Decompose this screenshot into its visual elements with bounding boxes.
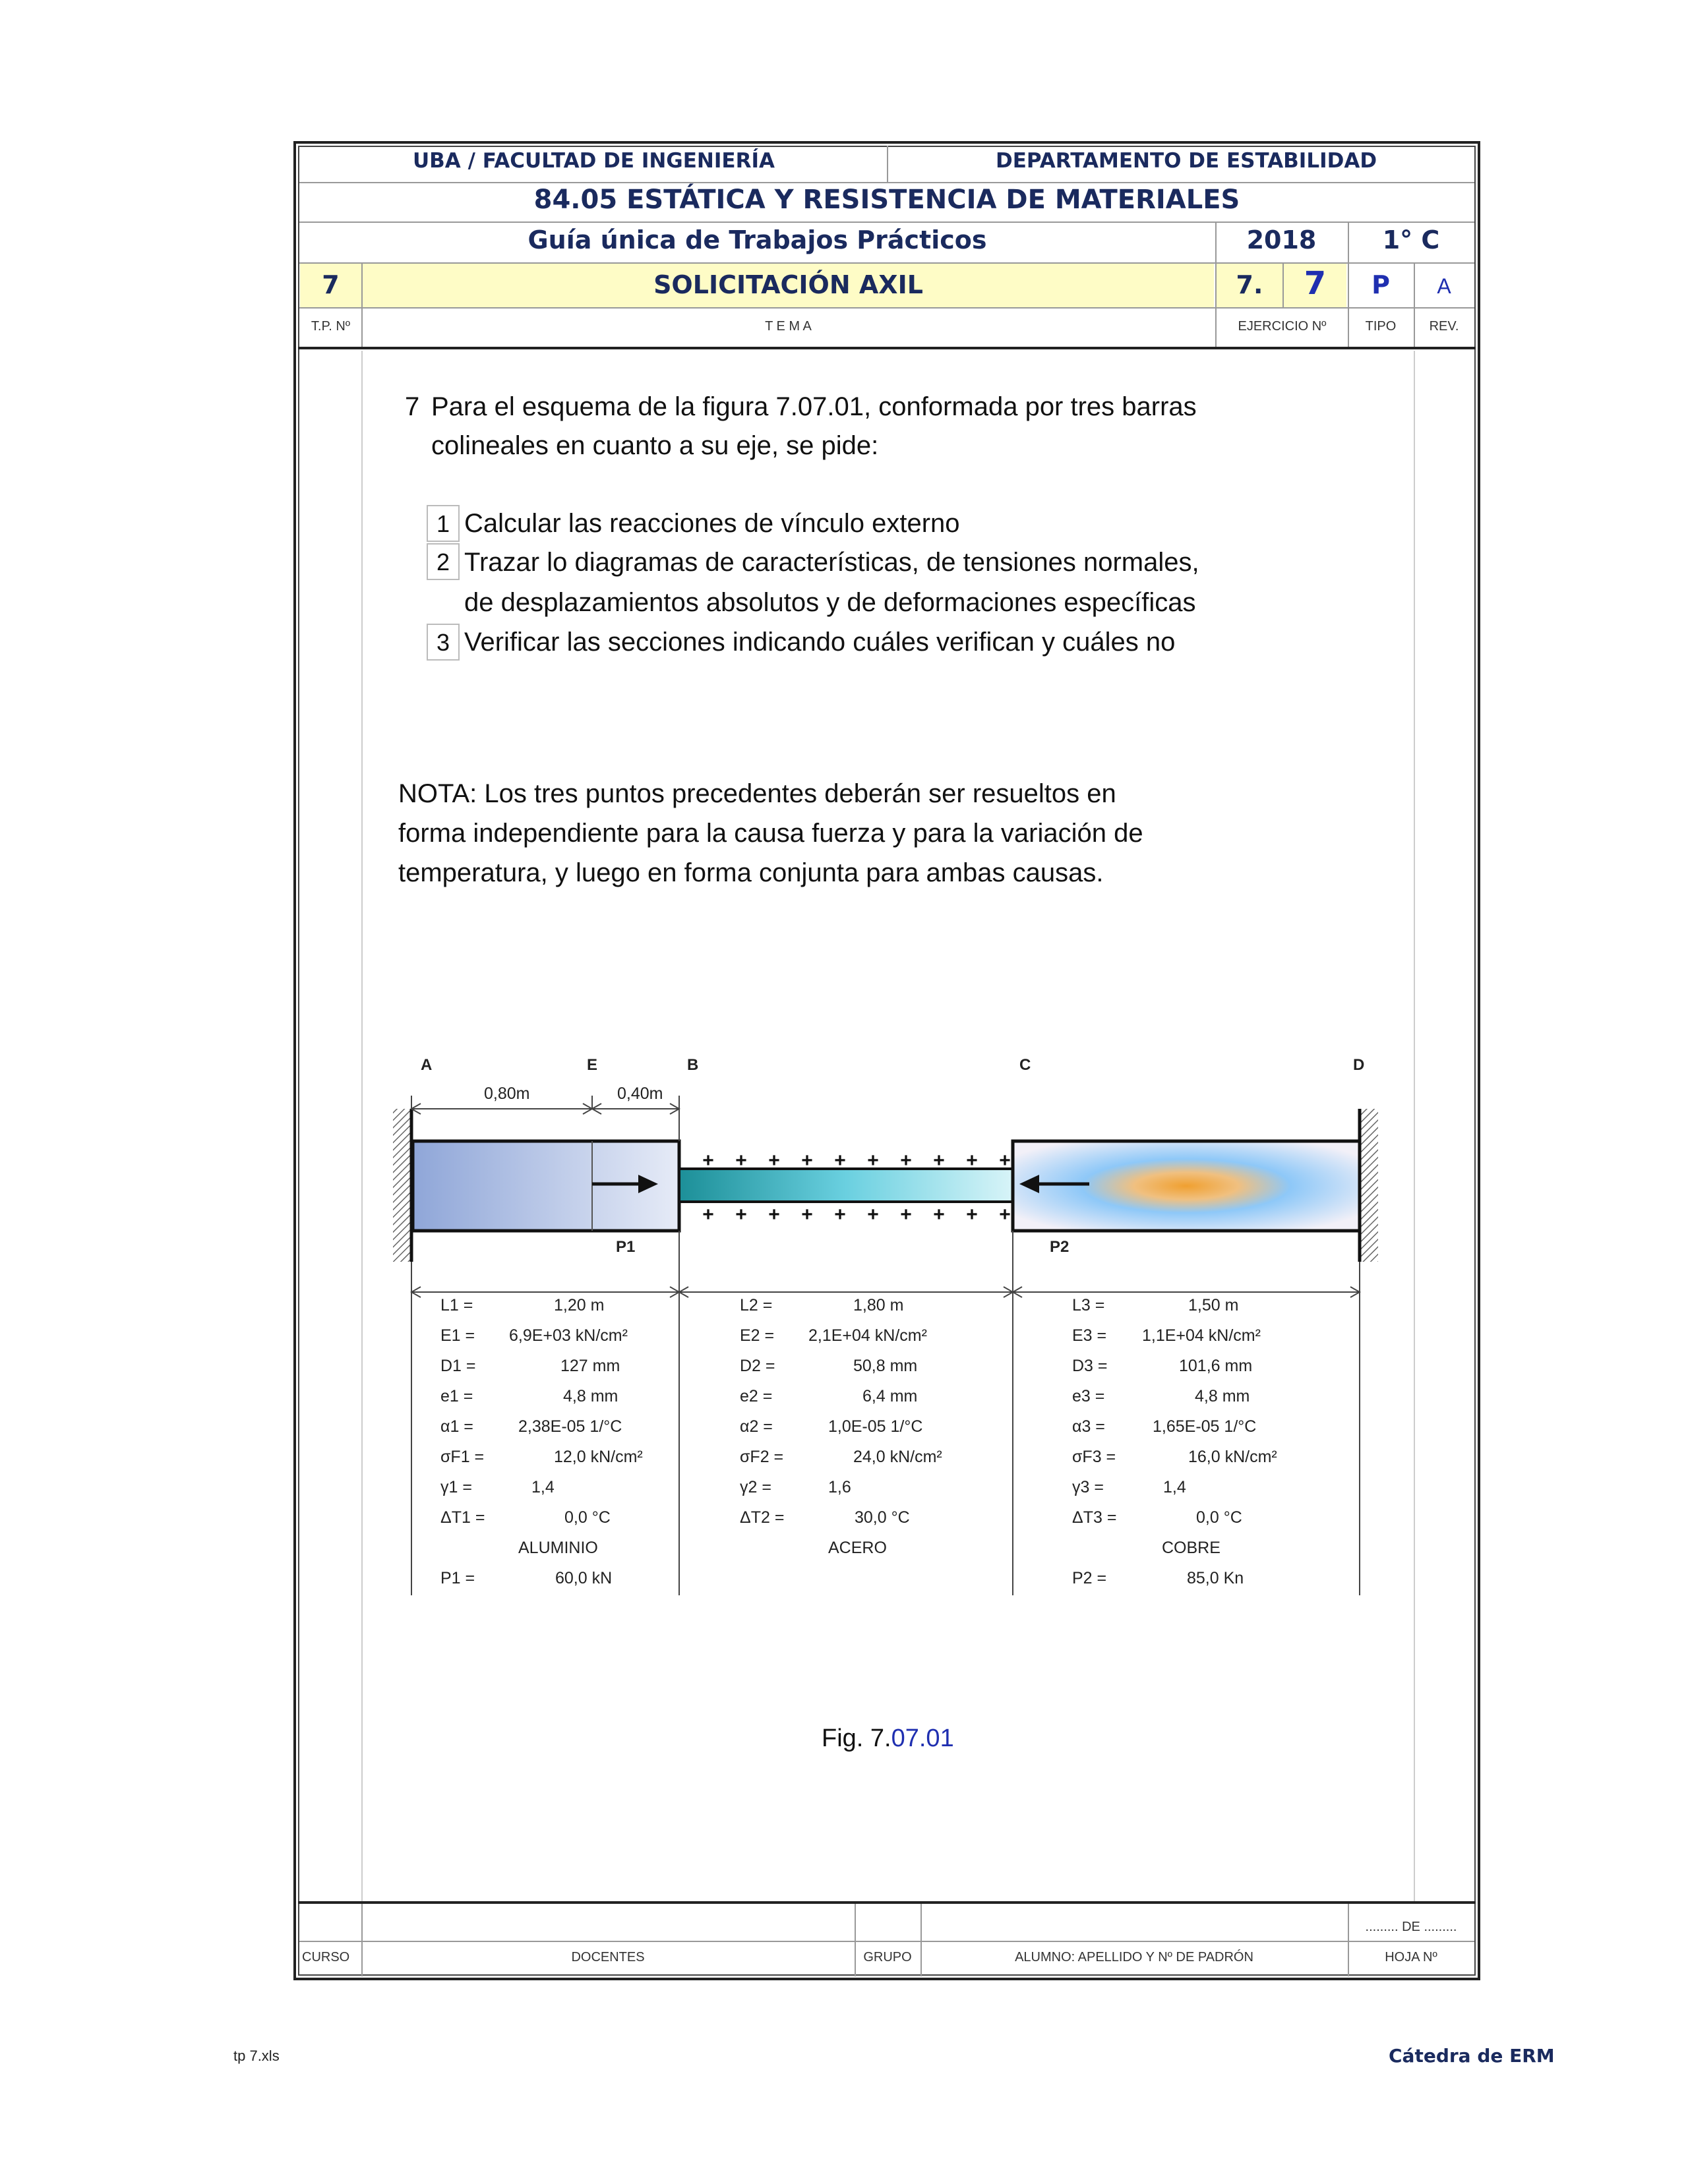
property-label: E3 = <box>1072 1326 1107 1345</box>
property-value: 4,8 mm <box>563 1387 618 1405</box>
svg-text:+: + <box>999 1204 1011 1225</box>
property-value: 6,4 mm <box>862 1387 918 1405</box>
svg-text:+: + <box>867 1150 879 1171</box>
property-value: 0,0 °C <box>564 1508 611 1527</box>
term: 1° C <box>1382 225 1440 254</box>
property-label: e2 = <box>740 1387 773 1405</box>
property-value: 6,9E+03 kN/cm² <box>509 1326 628 1345</box>
svg-text:+: + <box>768 1150 780 1171</box>
point-c-label: C <box>1019 1056 1031 1074</box>
bar-3-copper <box>1013 1141 1360 1231</box>
svg-text:+: + <box>933 1150 945 1171</box>
point-a-label: A <box>421 1056 433 1074</box>
property-value: 2,38E-05 1/°C <box>518 1417 622 1436</box>
svg-text:+: + <box>999 1150 1011 1171</box>
note-line-3: temperatura, y luego en forma conjunta para ambas causas. <box>398 858 1104 887</box>
property-value: 127 mm <box>560 1357 620 1375</box>
property-label: L1 = <box>440 1296 473 1314</box>
header-divider <box>887 146 888 182</box>
dimension-label: 0,40m <box>617 1084 663 1103</box>
course-title: 84.05 ESTÁTICA Y RESISTENCIA DE MATERIALES <box>533 185 1240 215</box>
curso-label: CURSO <box>302 1950 350 1964</box>
property-value: 16,0 kN/cm² <box>1188 1448 1277 1466</box>
property-label: D1 = <box>440 1357 476 1375</box>
property-value: 12,0 kN/cm² <box>554 1448 643 1466</box>
svg-text:+: + <box>834 1204 846 1225</box>
svg-text:+: + <box>834 1150 846 1171</box>
caption-prefix: Fig. 7. <box>822 1725 891 1752</box>
caption-number: 07.01 <box>891 1725 954 1752</box>
svg-text:+: + <box>966 1204 978 1225</box>
point-e-label: E <box>587 1056 598 1074</box>
property-label: α2 = <box>740 1417 773 1436</box>
property-value: 4,8 mm <box>1195 1387 1250 1405</box>
year: 2018 <box>1246 225 1317 254</box>
note-line-1: NOTA: Los tres puntos precedentes deberán ser resueltos en <box>398 779 1116 808</box>
property-value: 30,0 °C <box>855 1508 910 1527</box>
statement-line-2: colineales en cuanto a su eje, se pide: <box>431 431 879 460</box>
page-of-field: ......... DE ......... <box>1365 1920 1457 1934</box>
property-label: σF1 = <box>440 1448 485 1466</box>
hoja-label: HOJA Nº <box>1385 1950 1437 1964</box>
svg-text:+: + <box>801 1150 813 1171</box>
property-value: 101,6 mm <box>1179 1357 1253 1375</box>
figure-caption <box>822 1725 954 1753</box>
alumno-label: ALUMNO: APELLIDO Y Nº DE PADRÓN <box>1015 1950 1253 1964</box>
property-value: 1,0E-05 1/°C <box>828 1417 923 1436</box>
footer-divider <box>361 1904 363 1976</box>
footer-divider <box>855 1904 856 1976</box>
property-value: 1,65E-05 1/°C <box>1153 1417 1257 1436</box>
grupo-label: GRUPO <box>863 1950 912 1964</box>
svg-text:+: + <box>900 1204 912 1225</box>
property-label: γ1 = <box>440 1478 472 1496</box>
svg-text:+: + <box>735 1204 747 1225</box>
item-number-box: 3 <box>427 624 460 661</box>
svg-text:+: + <box>702 1204 714 1225</box>
property-label: E2 = <box>740 1326 775 1345</box>
property-value: 1,80 m <box>853 1296 904 1314</box>
svg-text:+: + <box>933 1204 945 1225</box>
property-label: γ3 = <box>1072 1478 1104 1496</box>
ejercicio-label: EJERCICIO Nº <box>1238 319 1327 334</box>
file-name: tp 7.xls <box>233 2048 280 2064</box>
property-value: 1,4 <box>531 1478 555 1496</box>
svg-text:+: + <box>801 1204 813 1225</box>
statement-line-1: Para el esquema de la figura 7.07.01, conformada por tres barras <box>431 392 1197 421</box>
property-label: L2 = <box>740 1296 773 1314</box>
right-wall-support <box>1360 1109 1378 1262</box>
property-value: 60,0 kN <box>555 1569 613 1587</box>
svg-text:+: + <box>735 1150 747 1171</box>
docentes-label: DOCENTES <box>571 1950 645 1964</box>
property-value: 1,20 m <box>554 1296 605 1314</box>
property-label: ΔT2 = <box>740 1508 785 1527</box>
item-3-text: Verificar las secciones indicando cuáles verifican y cuáles no <box>464 628 1176 657</box>
property-label: σF3 = <box>1072 1448 1116 1466</box>
svg-text:+: + <box>768 1204 780 1225</box>
point-d-label: D <box>1353 1056 1365 1074</box>
property-label: ΔT3 = <box>1072 1508 1117 1527</box>
exercise-number: 7 <box>1304 265 1327 302</box>
property-label: E1 = <box>440 1326 475 1345</box>
property-value: 1,6 <box>828 1478 851 1496</box>
property-label: P2 = <box>1072 1569 1107 1587</box>
property-label: α1 = <box>440 1417 473 1436</box>
header-divider <box>299 221 1474 223</box>
type-letter: P <box>1372 270 1390 299</box>
material-label: ACERO <box>828 1539 887 1557</box>
property-value: 0,0 °C <box>1196 1508 1242 1527</box>
item-number-box: 2 <box>427 543 460 580</box>
tipo-label: TIPO <box>1365 319 1397 334</box>
item-1-text: Calcular las reacciones de vínculo externo <box>464 509 960 538</box>
item-2-text: Trazar lo diagramas de características, de tensiones normales, <box>464 548 1199 577</box>
margin-line <box>1414 351 1415 1901</box>
footer-top-border <box>298 1901 1476 1904</box>
revision-letter: A <box>1437 274 1451 298</box>
tema-label: T E M A <box>765 319 812 334</box>
property-value: 1,1E+04 kN/cm² <box>1142 1326 1261 1345</box>
point-b-label: B <box>687 1056 699 1074</box>
property-label: P1 = <box>440 1569 475 1587</box>
header-divider <box>299 182 1474 183</box>
footer-divider <box>920 1904 922 1976</box>
bar-2-steel <box>679 1169 1013 1202</box>
item-number-box: 1 <box>427 505 460 542</box>
item-2-text-cont: de desplazamientos absolutos y de deformaciones específicas <box>464 588 1196 617</box>
material-label: ALUMINIO <box>518 1539 598 1557</box>
tp-number: 7 <box>322 270 340 299</box>
property-label: L3 = <box>1072 1296 1105 1314</box>
property-value: 2,1E+04 kN/cm² <box>808 1326 927 1345</box>
property-label: α3 = <box>1072 1417 1105 1436</box>
property-label: σF2 = <box>740 1448 784 1466</box>
dimension-label: 0,80m <box>484 1084 530 1103</box>
svg-text:+: + <box>702 1150 714 1171</box>
exercise-prefix: 7. <box>1236 270 1263 299</box>
header-divider <box>299 307 1474 309</box>
property-value: 1,4 <box>1163 1478 1186 1496</box>
note-line-2: forma independiente para la causa fuerza y para la variación de <box>398 819 1143 848</box>
svg-text:+: + <box>966 1150 978 1171</box>
rev-label: REV. <box>1429 319 1459 334</box>
load-p1-label: P1 <box>616 1238 636 1256</box>
property-label: e3 = <box>1072 1387 1105 1405</box>
tp-label: T.P. Nº <box>311 319 351 334</box>
department-label: DEPARTAMENTO DE ESTABILIDAD <box>996 149 1377 173</box>
property-label: ΔT1 = <box>440 1508 485 1527</box>
property-value: 50,8 mm <box>853 1357 918 1375</box>
topic-title: SOLICITACIÓN AXIL <box>653 270 923 299</box>
svg-text:+: + <box>867 1204 879 1225</box>
margin-line <box>361 351 363 1901</box>
left-wall-support <box>393 1109 411 1262</box>
footer-divider <box>1348 1904 1349 1976</box>
chair-name: Cátedra de ERM <box>1389 2045 1555 2067</box>
property-value: 85,0 Kn <box>1187 1569 1244 1587</box>
property-label: D2 = <box>740 1357 775 1375</box>
header-bottom-border <box>298 347 1476 349</box>
property-label: D3 = <box>1072 1357 1108 1375</box>
statement-number: 7 <box>405 392 420 421</box>
svg-text:+: + <box>900 1150 912 1171</box>
guide-title: Guía única de Trabajos Prácticos <box>528 225 987 254</box>
load-p2-label: P2 <box>1050 1238 1070 1256</box>
property-value: 1,50 m <box>1188 1296 1239 1314</box>
university-label: UBA / FACULTAD DE INGENIERÍA <box>413 149 775 173</box>
material-label: COBRE <box>1162 1539 1221 1557</box>
footer-divider <box>299 1941 1474 1942</box>
property-value: 24,0 kN/cm² <box>853 1448 942 1466</box>
property-label: γ2 = <box>740 1478 771 1496</box>
property-label: e1 = <box>440 1387 473 1405</box>
